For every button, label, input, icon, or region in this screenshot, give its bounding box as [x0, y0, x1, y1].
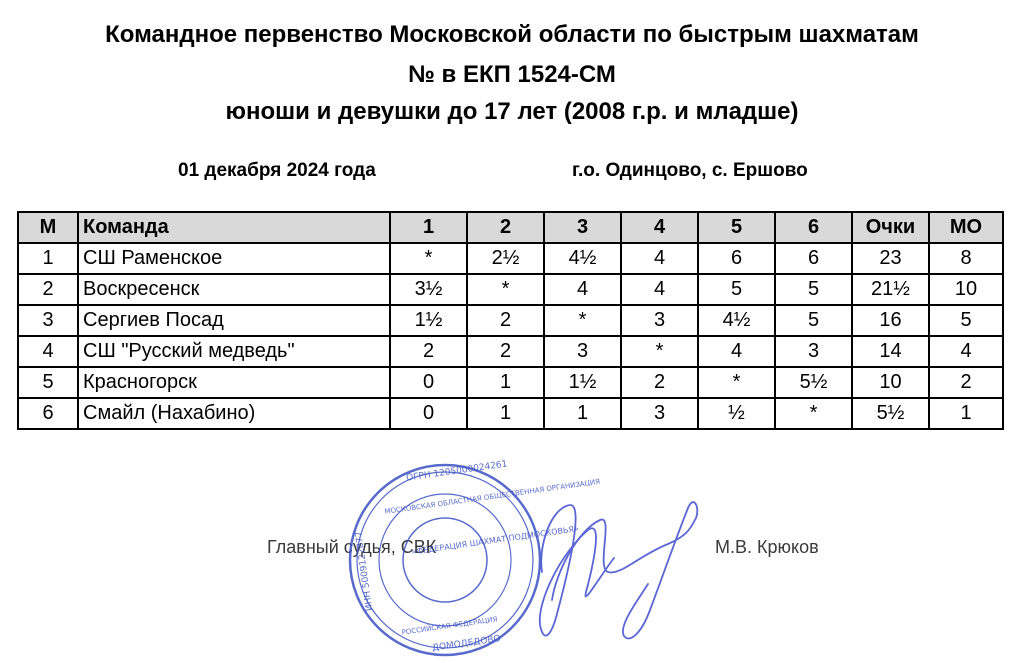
header-points: Очки: [852, 212, 929, 243]
result-cell: 5: [775, 274, 852, 305]
header-team: Команда: [78, 212, 390, 243]
result-cell: *: [621, 336, 698, 367]
result-cell: 3: [775, 336, 852, 367]
result-cell: 5½: [775, 367, 852, 398]
signature-block: [0, 440, 1024, 663]
event-date: 01 декабря 2024 года: [178, 160, 376, 181]
mo-cell: 2: [929, 367, 1003, 398]
table-row: [18, 398, 1003, 429]
points-cell: 16: [852, 305, 929, 336]
mo-cell: 5: [929, 305, 1003, 336]
header-mo: МО: [929, 212, 1003, 243]
chief-judge-name: М.В. Крюков: [715, 537, 819, 557]
header-round-1: 1: [390, 212, 467, 243]
place-cell: 1: [18, 243, 78, 274]
mo-cell: 4: [929, 336, 1003, 367]
header-round-4: 4: [621, 212, 698, 243]
table-header-row: [18, 212, 1003, 243]
table-row: [18, 274, 1003, 305]
place-cell: 4: [18, 336, 78, 367]
result-cell: *: [544, 305, 621, 336]
result-cell: *: [775, 398, 852, 429]
header-place: М: [18, 212, 78, 243]
event-location: г.о. Одинцово, с. Ершово: [572, 160, 808, 181]
stamp-country-text: РОССИЙСКАЯ ФЕДЕРАЦИЯ: [401, 615, 498, 637]
table-row: [18, 305, 1003, 336]
result-cell: *: [698, 367, 775, 398]
header-round-3: 3: [544, 212, 621, 243]
stamp-inn-text: ИНН 5009122877: [354, 530, 376, 612]
mo-cell: 8: [929, 243, 1003, 274]
points-cell: 5½: [852, 398, 929, 429]
place-cell: 2: [18, 274, 78, 305]
team-cell: Сергиев Посад: [78, 305, 390, 336]
header-round-5: 5: [698, 212, 775, 243]
result-cell: 0: [390, 367, 467, 398]
result-cell: 6: [698, 243, 775, 274]
result-cell: 1: [467, 367, 544, 398]
mo-cell: 1: [929, 398, 1003, 429]
result-cell: 0: [390, 398, 467, 429]
result-cell: 4: [621, 274, 698, 305]
points-cell: 21½: [852, 274, 929, 305]
team-cell: Красногорск: [78, 367, 390, 398]
result-cell: *: [467, 274, 544, 305]
result-cell: 2: [467, 305, 544, 336]
result-cell: 4: [621, 243, 698, 274]
table-row: [18, 336, 1003, 367]
stamp-ogrn-text: ОГРН 1205000024261: [405, 459, 509, 484]
header-round-6: 6: [775, 212, 852, 243]
result-cell: 2½: [467, 243, 544, 274]
result-cell: 2: [467, 336, 544, 367]
table-row: [18, 367, 1003, 398]
stamp-ring-text: МОСКОВСКАЯ ОБЛАСТНАЯ ОБЩЕСТВЕННАЯ ОРГАНИЗАЦИЯ: [384, 477, 601, 516]
result-cell: 1: [544, 398, 621, 429]
team-cell: Смайл (Нахабино): [78, 398, 390, 429]
result-cell: 1: [467, 398, 544, 429]
chief-judge-label: Главный судья, СВК: [267, 537, 437, 557]
stamp-city-text: ДОМОДЕДОВО: [431, 634, 502, 654]
result-cell: 4½: [544, 243, 621, 274]
team-cell: Воскресенск: [78, 274, 390, 305]
result-cell: 3: [621, 398, 698, 429]
result-cell: 3: [621, 305, 698, 336]
team-cell: СШ Раменское: [78, 243, 390, 274]
result-cell: *: [390, 243, 467, 274]
stamp-inner-text: «ФЕДЕРАЦИЯ ШАХМАТ ПОДМОСКОВЬЯ»: [410, 524, 580, 557]
table-row: [18, 243, 1003, 274]
result-cell: 5: [698, 274, 775, 305]
result-cell: 1½: [544, 367, 621, 398]
result-cell: 6: [775, 243, 852, 274]
title-line-1: Командное первенство Московской области по быстрым шахматам: [105, 21, 919, 48]
result-cell: 1½: [390, 305, 467, 336]
result-cell: 5: [775, 305, 852, 336]
result-cell: 4: [544, 274, 621, 305]
points-cell: 14: [852, 336, 929, 367]
team-cell: СШ "Русский медведь": [78, 336, 390, 367]
result-cell: 4½: [698, 305, 775, 336]
result-cell: 4: [698, 336, 775, 367]
result-cell: 3: [544, 336, 621, 367]
title-line-3: юноши и девушки до 17 лет (2008 г.р. и младше): [225, 98, 799, 125]
mo-cell: 10: [929, 274, 1003, 305]
result-cell: 2: [621, 367, 698, 398]
place-cell: 6: [18, 398, 78, 429]
result-cell: 3½: [390, 274, 467, 305]
title-line-2: № в ЕКП 1524-СМ: [408, 61, 616, 88]
result-cell: ½: [698, 398, 775, 429]
place-cell: 3: [18, 305, 78, 336]
place-cell: 5: [18, 367, 78, 398]
result-cell: 2: [390, 336, 467, 367]
header-round-2: 2: [467, 212, 544, 243]
points-cell: 10: [852, 367, 929, 398]
points-cell: 23: [852, 243, 929, 274]
standings-table: [17, 211, 1004, 430]
signature-icon: [490, 460, 750, 660]
